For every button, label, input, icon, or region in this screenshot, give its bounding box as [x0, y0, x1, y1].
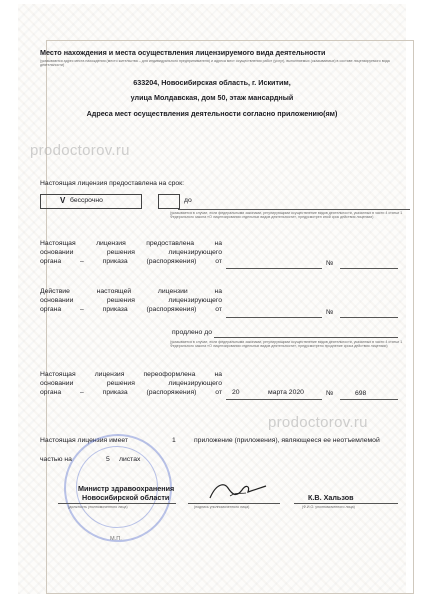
watermark-bottom: prodoctorov.ru — [268, 414, 368, 431]
unlimited-label: бессрочно — [70, 197, 103, 204]
basis-number-line — [340, 268, 398, 269]
until-line — [178, 209, 410, 210]
reissue-number: 698 — [355, 390, 367, 397]
position-line — [58, 503, 176, 504]
location-title: Место нахождения и места осуществления лицензируемого вида деятельности — [40, 48, 326, 57]
suspension-line-3: органа – приказа (распоряжения) от — [40, 306, 222, 313]
appendix-line1-end: приложение (приложения), являющееся ее неотъемлемой — [194, 437, 380, 444]
address-line-1: 633204, Новосибирская область, г. Искитим, — [133, 78, 291, 87]
term-label: Настоящая лицензия предоставлена на срок: — [40, 180, 185, 187]
reissue-number-line — [340, 399, 398, 400]
watermark-top: prodoctorov.ru — [30, 142, 130, 159]
basis-line-2: основании решения лицензирующего — [40, 249, 222, 256]
reissue-number-sign: № — [326, 390, 334, 397]
license-page — [18, 4, 406, 594]
location-hint: (указываются адрес места нахождения (место жительства – для индивидуального предпринимателя) и адреса мест осуществления работ (услуг), выполняемых (оказываемых) в составе лицензируемого вида деятельности) — [40, 59, 390, 68]
signer-position-line-2: Новосибирской области — [82, 493, 170, 502]
reissue-line-2: основании решения лицензирующего — [40, 380, 222, 387]
suspension-number-line — [340, 317, 398, 318]
seal-place-label: М.П. — [110, 536, 122, 542]
reissue-month-year: марта 2020 — [268, 389, 304, 396]
address-line-3: Адреса мест осуществления деятельности согласно приложению(ям) — [86, 109, 338, 118]
unlimited-check-mark: V — [60, 196, 66, 205]
until-label: до — [184, 197, 192, 204]
reissue-date-line — [226, 399, 322, 400]
extended-label: продлено до — [172, 329, 212, 336]
basis-line-1: Настоящая лицензия предоставлена на — [40, 240, 222, 247]
appendix-sheets: 5 — [106, 456, 110, 463]
reissue-day: 20 — [232, 389, 240, 396]
position-hint: (должность уполномоченного лица) — [68, 505, 128, 509]
until-checkbox — [158, 194, 180, 209]
appendix-line2-start: частью на — [40, 456, 72, 463]
name-hint: (Ф.И.О. уполномоченного лица) — [302, 505, 355, 509]
suspension-line-1: Действие настоящей лицензии на — [40, 288, 222, 295]
appendix-line2-end: листах — [119, 456, 141, 463]
term-hint: (указывается в случае, если федеральными законами, регулирующими осуществление видов деятельности, указанных в части 4 статьи 1 Федерального закона «О лицензировании отдельных видов деятельности», предусмотрен иной срок действия лицензии) — [170, 211, 403, 220]
suspension-date-line — [226, 317, 322, 318]
appendix-count: 1 — [172, 437, 176, 444]
handwritten-signature — [206, 478, 276, 504]
reissue-line-3: органа – приказа (распоряжения) от — [40, 389, 222, 396]
address-line-2: улица Молдавская, дом 50, этаж мансардный — [130, 93, 294, 102]
appendix-line1-start: Настоящая лицензия имеет — [40, 437, 129, 444]
suspension-line-2: основании решения лицензирующего — [40, 297, 222, 304]
signer-position-line-1: Министр здравоохранения — [78, 484, 175, 493]
signer-name: К.В. Хальзов — [308, 493, 354, 502]
extended-line — [214, 337, 398, 338]
suspension-number-sign: № — [326, 309, 334, 316]
basis-line-3: органа – приказа (распоряжения) от — [40, 258, 222, 265]
basis-date-line — [226, 268, 322, 269]
reissue-line-1: Настоящая лицензия переоформлена на — [40, 371, 222, 378]
extension-hint: (указывается в случае, если федеральными законами, регулирующими осуществление видов деятельности, указанных в части 4 статьи 1 Федерального закона «О лицензировании отдельных видов деятельности», предусмотрено продление срока действия лицензии) — [170, 340, 403, 349]
basis-number-sign: № — [326, 260, 334, 267]
name-line — [294, 503, 398, 504]
signature-line — [188, 503, 280, 504]
signature-hint: (подпись уполномоченного лица) — [194, 505, 250, 509]
